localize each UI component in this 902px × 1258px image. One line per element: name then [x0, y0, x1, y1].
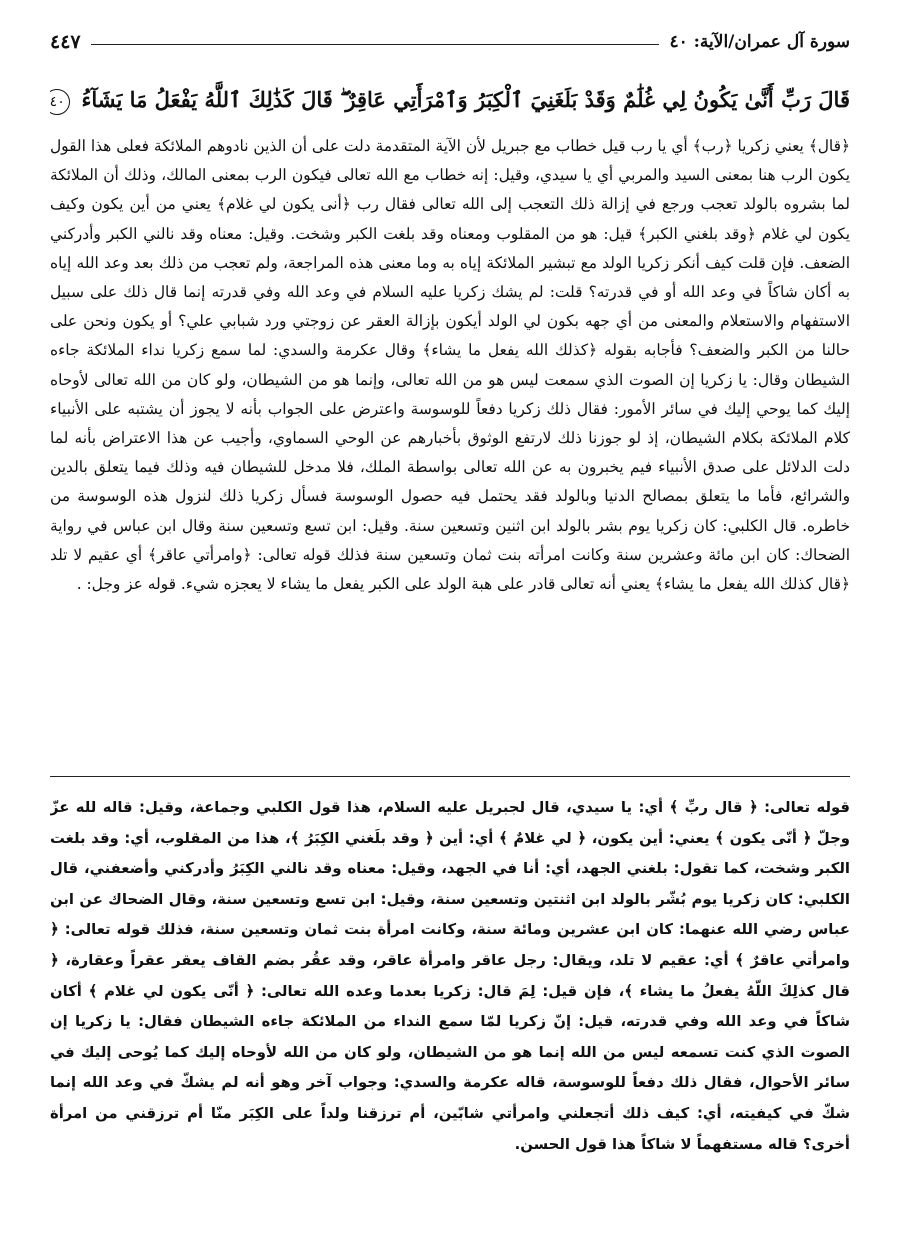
verse-text: قَالَ رَبِّ أَنَّىٰ يَكُونُ لِي غُلَٰمٌ وَقَدْ بَلَغَنِيَ ٱلْكِبَرُ وَٱمْرَأَتِي عَاقِرٌ ۖ قَالَ كَذَٰلِكَ ٱللَّهُ يَفْعَلُ مَا يَشَآءُ: [81, 87, 850, 112]
page-header: [50, 26, 850, 58]
tafsir-main-text: ﴿قال﴾ يعني زكريا ﴿رب﴾ أي يا رب قيل خطاب مع جبريل لأن الآية المتقدمة دلت على أن الذين نادوهم الملائكة فعلى هذا القول يكون الرب هنا بمعنى السيد والمربي أي يا سيدي، وقيل: إنه خطاب مع الله تعالى فيكون الرب بمعنى المالك، وذلك أن الملائكة لما بشروه بالولد تعجب ورجع في إزالة ذلك التعجب إلى الله تعالى فقال رب ﴿أنى يكون لي غلام﴾ يعني من أين يكون وكيف يكون لي غلام ﴿وقد بلغني الكبر﴾ قيل: هو من المقلوب ومعناه وقد بلغت الكبر وشخت. وقيل: معناه وقد نالني الكبر وأدركني الضعف. فإن قلت كيف أنكر زكريا الولد مع تبشير الملائكة إياه به وما معنى هذه المراجعة، ولم تعجب من ذلك بعد وعد الله إياه به أكان شاكاً في وعد الله أو في قدرته؟ قلت: لم يشك زكريا عليه السلام في وعد الله وفي قدرته إنما قال ذلك على سبيل الاستفهام والاستعلام والمعنى من أي جهه بكون لي الولد أيكون بإزالة العقر عن زوجتي ورد شبابي علي؟ أو يكون ونحن على حالنا من الكبر والضعف؟ فأجابه بقوله ﴿كذلك الله يفعل ما يشاء﴾ وقال عكرمة والسدي: لما سمع زكريا نداء الملائكة جاءه الشيطان وقال: يا زكريا إن الصوت الذي سمعت ليس هو من الله تعالى، وإنما هو من الشيطان، ولو كان من الله تعالى لأوحاه إليك كما يوحي إليك في سائر الأمور: فقال ذلك زكريا دفعاً للوسوسة واعترض على الجواب بأنه لا يجوز أن يشتبه على الأنبياء كلام الملائكة بكلام الشيطان، إذ لو جوزنا ذلك لارتفع الوثوق بأخبارهم عن الوحي السماوي، وأجيب عن هذا الاعتراض بأنه لما دلت الدلائل على صدق الأنبياء فيم يخبرون به عن الله تعالى بواسطة الملك، فلا مدخل للشيطان فيه وذلك فيما يتعلق بالدين والشرائع، فأما ما يتعلق بمصالح الدنيا وبالولد فقد يحتمل فيه حصول الوسوسة فسأل زكريا ذلك لنزول هذه الوسوسة من خاطره. قال الكلبي: كان زكريا يوم بشر بالولد ابن اثنين وتسعين سنة. وقيل: ابن تسع وتسعين سنة وقال ابن عباس في رواية الضحاك: كان ابن مائة وعشرين سنة وكانت امرأته بنت ثمان وتسعين سنة فذلك قوله تعالى: ﴿وامرأتي عاقر﴾ أي عقيم لا تلد ﴿قال كذلك الله يفعل ما يشاء﴾ يعني أنه تعالى قادر على هبة الولد على الكبر يفعل ما يشاء لا يعجزه شيء. قوله عز وجل: .: [50, 137, 850, 594]
surah-title: سورة آل عمران/الآية: ٤٠: [669, 32, 850, 52]
verse-number-ornament: ٤٠: [50, 89, 70, 115]
tafsir-footnote-text: قوله تعالى: ﴿ قال ربِّ ﴾ أي: يا سيدي، قال لجبريل عليه السلام، هذا قول الكلبي وجماعة، وقيل: قاله لله عزّ وجلّ ﴿ أنّى يكون ﴾ يعني: أين يكون، ﴿ لي غلامٌ ﴾ أي: أين ﴿ وقد بلَغني الكِبَرُ ﴾، هذا من المقلوب، أي: وقد بلغت الكبر وشخت، كما تقول: بلغني الجهد، أي: أنا في الجهد، وقيل: معناه وقد نالني الكِبَرُ وأدركني وأضعفني، قال الكلبي: كان زكريا يوم بُشّر بالولد ابن اثنتين وتسعين سنة، وقيل: ابن تسع وتسعين سنة، وقال الضحاك عن ابن عباس رضي الله عنهما: كان ابن عشرين ومائة سنة، وكانت امرأة بنت ثمان وتسعين سنة، فذلك قوله تعالى: ﴿ وامرأتي عاقرٌ ﴾ أي: عقيم لا تلد، ويقال: رجل عاقر وامرأة عاقر، وقد عقُر بضم القاف يعقر عقراً وعقارة، ﴿ قال كذلِكَ اللّهُ يفعلُ ما يشاء ﴾، فإن قيل: لِمَ قال: زكريا بعدما وعده الله تعالى: ﴿ أنّى يكون لي غلام ﴾ أكان شاكاً في وعد الله وفي قدرته، قيل: إنّ زكريا لمّا سمع النداء من الملائكة جاءه الشيطان فقال: يا زكريا إن الصوت الذي كنت تسمعه ليس من الله إنما هو من الشيطان، ولو كان من الله لأوحاه إليك كما يُوحى إليك في سائر الأحوال، فقال ذلك دفعاً للوسوسة، قاله عكرمة والسدي: وجواب آخر وهو أنه لم يشكّ في وعد الله إنما شكّ في كيفيته، أي: كيف ذلك أتجعلني وامرأتي شابّين، أم ترزقنا ولداً على الكِبَر منّا أم ترزقني من امرأة أخرى؟ قاله مستفهماً لا شاكاً هذا قول الحسن.: [50, 799, 850, 1153]
footnote-divider: [50, 776, 850, 777]
header-rule: [91, 44, 660, 45]
quran-verse: [50, 80, 850, 124]
page-number: ٤٤٧: [50, 31, 81, 53]
